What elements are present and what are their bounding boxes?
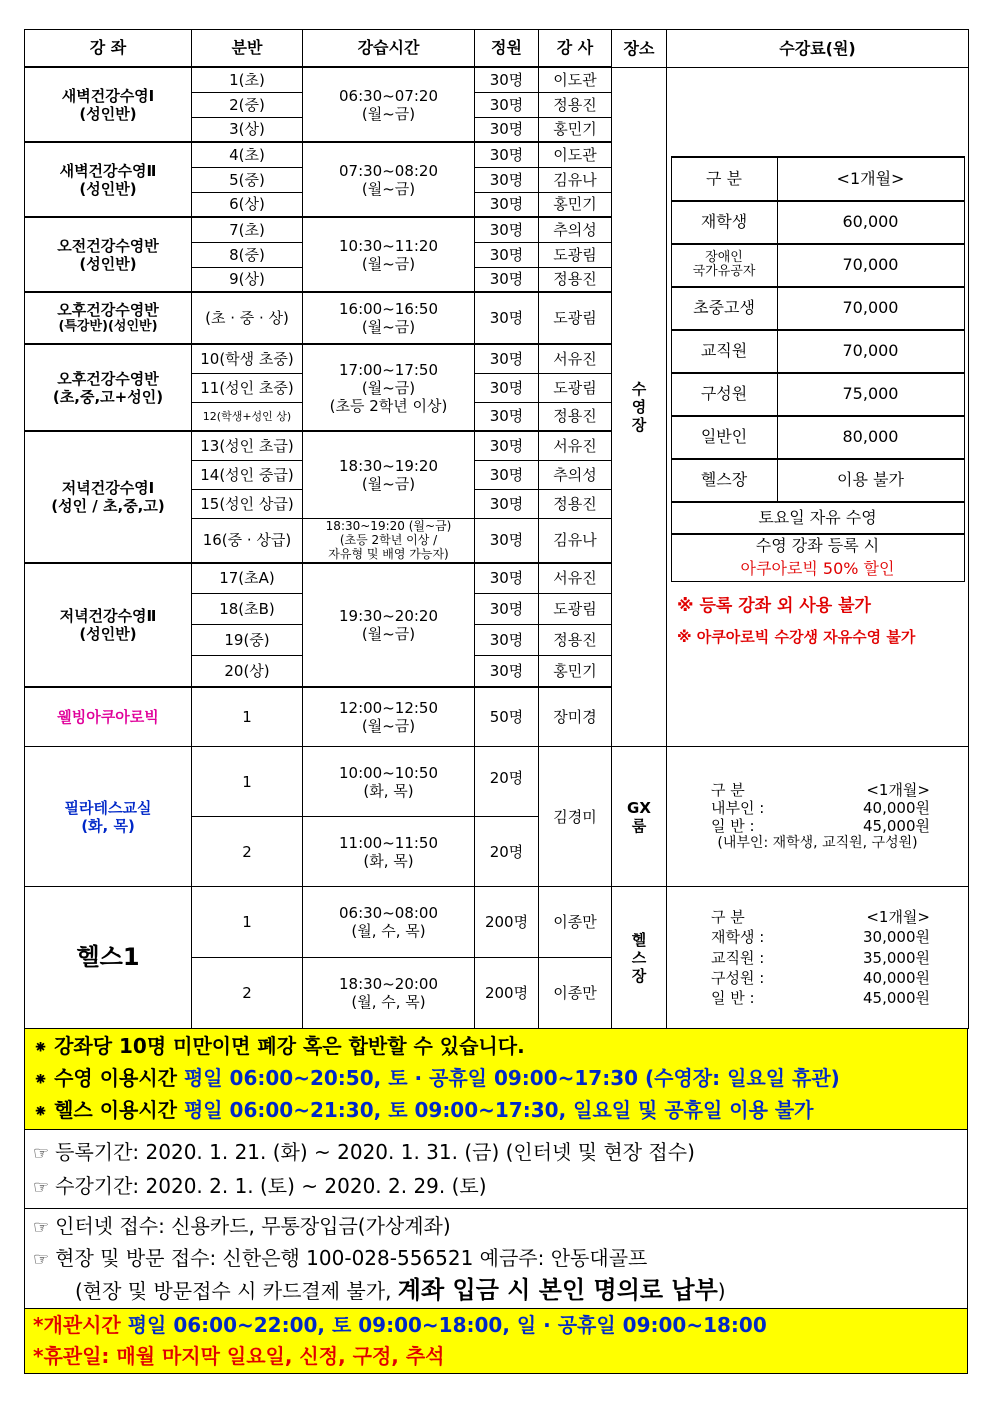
fee-label: 장애인 국가유공자 — [671, 244, 777, 287]
fee-value: 40,000원 — [863, 968, 930, 987]
course-cell — [25, 292, 192, 344]
pointing-hand-icon: ☞ — [33, 1177, 50, 1199]
days-text: (화, 목) — [363, 781, 414, 800]
capacity-cell: 30명 — [475, 67, 539, 92]
closed-days-line — [25, 1341, 967, 1372]
part-cell: 12(학생+성인 상) — [192, 402, 303, 431]
part-cell: 1 — [192, 747, 303, 817]
fee-value: 30,000원 — [863, 928, 930, 947]
open-hours: 평일 06:00~22:00, 토 09:00~18:00, 일 · 공휴일 09:00~18:00 — [127, 1313, 767, 1338]
pool-place-cell — [612, 67, 667, 747]
fee-row — [667, 948, 968, 968]
fee-value: 75,000 — [777, 373, 964, 416]
payment-note-emphasis: 계좌 입금 시 본인 명의로 납부 — [397, 1276, 718, 1305]
pointing-hand-icon: ☞ — [33, 1143, 50, 1165]
instructor-cell: 장미경 — [539, 687, 612, 747]
fee-row — [671, 416, 964, 459]
days-text: (월~금) — [361, 474, 416, 493]
instructor-cell: 이도관 — [539, 142, 612, 167]
course-cell — [25, 344, 192, 431]
star-icon: ⁕ — [33, 1037, 49, 1059]
fee-value: 이용 불가 — [777, 459, 964, 502]
course-sub: (성인반) — [79, 624, 137, 643]
notice-closed: (수영장: 일요일 휴관) — [645, 1066, 840, 1091]
payment-note — [25, 1275, 967, 1306]
time-note: (초등 2학년 이상 / — [339, 532, 438, 547]
fee-row — [667, 968, 968, 988]
instructor-cell: 이종만 — [539, 958, 612, 1029]
schedule-document — [24, 29, 968, 1374]
pool-fee-cell — [667, 67, 969, 747]
notice-label: 헬스 이용시간 — [54, 1098, 177, 1123]
fee-row — [671, 534, 964, 582]
place-cell — [612, 747, 667, 887]
warning-2: ※ 아쿠아로빅 수강생 자유수영 불가 — [677, 627, 916, 646]
time-text: 18:30~20:00 — [338, 975, 439, 994]
instructor-cell: 도광림 — [539, 292, 612, 344]
days-text: (월~금) — [361, 624, 416, 643]
course-sub: (초,중,고+성인) — [52, 387, 164, 406]
capacity-cell: 30명 — [475, 489, 539, 518]
instructor-cell: 정용진 — [539, 92, 612, 117]
time-cell — [303, 142, 475, 217]
fee-row — [667, 927, 968, 947]
notice-label: 수영 이용시간 — [54, 1066, 177, 1091]
table-row — [25, 67, 969, 92]
part-cell: 19(중) — [192, 625, 303, 656]
time-note: 자유형 및 배영 가능자) — [328, 547, 449, 562]
header-place: 장소 — [612, 30, 667, 68]
course-cell — [25, 67, 192, 142]
course-name: 오후건강수영반 — [57, 301, 159, 320]
fee-label: 구성원 — [671, 373, 777, 416]
pool-fee-table — [671, 156, 965, 582]
capacity-cell: 30명 — [475, 373, 539, 402]
payment-note-text: (현장 및 방문접수 시 카드결제 불가, — [75, 1279, 392, 1304]
instructor-cell: 도광림 — [539, 594, 612, 625]
place-char: 장 — [631, 966, 647, 985]
fee-value: 45,000원 — [863, 989, 930, 1008]
period-line — [25, 1170, 967, 1204]
time-cell — [303, 67, 475, 142]
star-icon: ⁕ — [33, 1069, 49, 1091]
capacity-cell: 30명 — [475, 292, 539, 344]
part-cell: 1 — [192, 887, 303, 958]
capacity-cell: 20명 — [475, 817, 539, 887]
capacity-cell: 30명 — [475, 242, 539, 267]
part-cell: 8(중) — [192, 242, 303, 267]
pilates-course-cell — [25, 747, 192, 887]
fee-label: 재학생 — [671, 201, 777, 244]
course-cell — [25, 431, 192, 563]
asterisk-icon: * — [33, 1313, 44, 1338]
course-name: 오후건강수영반 — [57, 369, 159, 388]
notice-line — [25, 1095, 967, 1127]
gym-section — [25, 887, 969, 1029]
fee-row — [671, 502, 964, 534]
time-text: 17:00~17:50 — [338, 360, 439, 379]
course-sub: (성인반) — [79, 254, 137, 273]
notice-yellow — [25, 1029, 967, 1129]
course-cell — [25, 687, 192, 747]
fee-head-label: 구 분 — [671, 157, 777, 201]
part-cell: 13(성인 초급) — [192, 431, 303, 460]
days-text: (월~금) — [361, 716, 416, 735]
days-text: (월~금) — [361, 104, 416, 123]
time-cell — [303, 817, 475, 887]
asterisk-icon: * — [33, 1344, 44, 1369]
instructor-cell: 홍민기 — [539, 192, 612, 217]
part-cell: 5(중) — [192, 167, 303, 192]
fee-value: 45,000원 — [863, 817, 930, 836]
schedule-table — [24, 29, 969, 1029]
instructor-cell: 서유진 — [539, 431, 612, 460]
part-cell: 2 — [192, 958, 303, 1029]
instructor-cell: 도광림 — [539, 242, 612, 267]
days-text: (월~금) — [361, 318, 416, 336]
capacity-cell: 200명 — [475, 958, 539, 1029]
fee-note: (내부인: 재학생, 교직원, 구성원) — [717, 835, 918, 852]
payment-note-close: ) — [717, 1279, 726, 1304]
pointing-hand-icon: ☞ — [33, 1217, 50, 1239]
course-name: 새벽건강수영Ⅱ — [59, 161, 157, 180]
fee-value: 70,000 — [777, 287, 964, 330]
instructor-cell: 정용진 — [539, 625, 612, 656]
fee-head-label: 구 분 — [711, 908, 745, 927]
payment-line — [25, 1211, 967, 1243]
fee-row — [667, 988, 968, 1008]
part-cell: 11(성인 초중) — [192, 373, 303, 402]
course-sub: (화, 목) — [81, 816, 135, 835]
place-char: 스 — [631, 948, 647, 967]
header-capacity: 정원 — [475, 30, 539, 68]
course-name: 필라테스교실 — [64, 798, 152, 817]
fee-label: 교직원 : — [711, 948, 765, 967]
instructor-cell: 홍민기 — [539, 656, 612, 687]
fee-row — [671, 330, 964, 373]
course-sub: (성인반) — [79, 104, 137, 123]
fee-head-period: <1개월> — [866, 781, 930, 800]
place-cell — [612, 887, 667, 1029]
course-name: 웰빙아쿠아로빅 — [57, 707, 159, 726]
place-char: 영 — [631, 397, 647, 416]
place-char: GX — [627, 798, 651, 817]
time-text: 06:30~08:00 — [338, 904, 439, 923]
saturday-note: 토요일 자유 수영 — [671, 502, 964, 534]
place-char: 헬 — [631, 930, 647, 949]
notice-line — [25, 1031, 967, 1063]
course-period: 수강기간: 2020. 2. 1. (토) ~ 2020. 2. 29. (토) — [55, 1174, 487, 1199]
course-name: 저녁건강수영Ⅰ — [61, 478, 155, 497]
pilates-section — [25, 747, 969, 887]
internet-payment: 인터넷 접수: 신용카드, 무통장입금(가상계좌) — [55, 1214, 451, 1239]
days-text: (월~금) — [361, 179, 416, 198]
notice-line — [25, 1063, 967, 1095]
fee-value: 80,000 — [777, 416, 964, 459]
time-note: (초등 2학년 이상) — [329, 396, 448, 415]
place-char: 룸 — [631, 816, 647, 835]
fee-label: 구성원 : — [711, 968, 765, 987]
fee-label: 초중고생 — [671, 287, 777, 330]
days-text: (월~금) — [361, 378, 416, 397]
fee-label: 재학생 : — [711, 928, 765, 947]
fee-label: 헬스장 — [671, 459, 777, 502]
capacity-cell: 20명 — [475, 747, 539, 817]
time-cell — [303, 887, 475, 958]
capacity-cell: 30명 — [475, 217, 539, 242]
capacity-cell: 30명 — [475, 431, 539, 460]
capacity-cell: 30명 — [475, 267, 539, 292]
instructor-cell: 추의성 — [539, 217, 612, 242]
time-text: 18:30~19:20 (월~금) — [325, 518, 452, 533]
time-text: 10:00~10:50 — [338, 763, 439, 782]
instructor-cell: 서유진 — [539, 563, 612, 594]
instructor-cell: 서유진 — [539, 344, 612, 373]
instructor-cell: 김유나 — [539, 518, 612, 563]
time-text: 07:30~08:20 — [338, 161, 439, 180]
time-cell — [303, 687, 475, 747]
period-section — [25, 1129, 967, 1208]
fee-label: 일반인 — [671, 416, 777, 459]
header-course: 강 좌 — [25, 30, 192, 68]
days-text: (화, 목) — [363, 851, 414, 870]
time-cell — [303, 563, 475, 687]
time-text: 06:30~07:20 — [338, 86, 439, 105]
fee-label: 일 반 : — [711, 989, 755, 1008]
notice-hours: 평일 06:00~21:30, 토 09:00~17:30, 일요일 및 공휴일 이용 불가 — [183, 1098, 814, 1123]
header-time: 강습시간 — [303, 30, 475, 68]
course-name: 오전건강수영반 — [57, 236, 159, 255]
days-text: (월~금) — [361, 254, 416, 273]
time-text: 16:00~16:50 — [338, 300, 439, 318]
notice-hours: 평일 06:00~20:50, 토 · 공휴일 09:00~17:30 — [183, 1066, 639, 1091]
part-cell: 6(상) — [192, 192, 303, 217]
fee-value: 60,000 — [777, 201, 964, 244]
fee-head-period: <1개월> — [777, 157, 964, 201]
course-name: 저녁건강수영Ⅱ — [59, 606, 157, 625]
fee-head-label: 구 분 — [711, 781, 745, 800]
place-char: 수 — [631, 379, 647, 398]
part-cell: 17(초A) — [192, 563, 303, 594]
time-cell — [303, 217, 475, 292]
days-text: (월, 수, 목) — [351, 922, 426, 941]
onsite-payment: 현장 및 방문 접수: 신한은행 100-028-556521 예금주: 안동대골프 — [55, 1246, 648, 1271]
time-cell — [303, 958, 475, 1029]
part-cell: 9(상) — [192, 267, 303, 292]
fee-head-row — [671, 157, 964, 201]
header-fee: 수강료(원) — [667, 30, 969, 68]
discount-text: 수영 강좌 등록 시 — [755, 536, 880, 556]
part-cell: 20(상) — [192, 656, 303, 687]
fee-value: 70,000 — [777, 244, 964, 287]
part-cell: 2(중) — [192, 92, 303, 117]
capacity-cell: 30명 — [475, 402, 539, 431]
part-cell: 16(중 · 상급) — [192, 518, 303, 563]
course-sub: (특강반)(성인반) — [58, 319, 158, 335]
part-cell: 1(초) — [192, 67, 303, 92]
pointing-hand-icon: ☞ — [33, 1249, 50, 1271]
capacity-cell: 50명 — [475, 687, 539, 747]
days-text: (월, 수, 목) — [351, 993, 426, 1012]
part-cell: 1 — [192, 687, 303, 747]
capacity-cell: 30명 — [475, 92, 539, 117]
instructor-cell: 이도관 — [539, 67, 612, 92]
time-text: 12:00~12:50 — [338, 698, 439, 717]
table-header — [25, 30, 969, 68]
gym-course-cell: 헬스1 — [25, 887, 192, 1029]
open-label: 개관시간 — [43, 1313, 121, 1338]
course-sub: (성인반) — [79, 179, 137, 198]
part-cell: 2 — [192, 817, 303, 887]
place-char: 장 — [631, 415, 647, 434]
fee-row — [671, 201, 964, 244]
closed-days: 휴관일: 매월 마지막 일요일, 신정, 구정, 추석 — [43, 1344, 445, 1369]
course-name: 새벽건강수영Ⅰ — [61, 86, 155, 105]
fee-row — [671, 244, 964, 287]
instructor-cell: 추의성 — [539, 460, 612, 489]
capacity-cell: 30명 — [475, 167, 539, 192]
fee-head-period: <1개월> — [866, 908, 930, 927]
fee-row — [671, 459, 964, 502]
time-cell — [303, 344, 475, 431]
hours-section — [25, 1308, 967, 1373]
instructor-cell: 김경미 — [539, 747, 612, 887]
header-instructor: 강 사 — [539, 30, 612, 68]
fee-value: 35,000원 — [863, 948, 930, 967]
part-cell: 7(초) — [192, 217, 303, 242]
fee-row — [671, 287, 964, 330]
fee-head — [667, 781, 968, 799]
part-cell: 10(학생 초중) — [192, 344, 303, 373]
payment-line — [25, 1243, 967, 1275]
capacity-cell: 30명 — [475, 142, 539, 167]
time-cell — [303, 431, 475, 518]
fee-row — [667, 817, 968, 835]
part-cell: 18(초B) — [192, 594, 303, 625]
fee-row — [667, 799, 968, 817]
instructor-cell: 도광림 — [539, 373, 612, 402]
time-cell — [303, 518, 475, 563]
time-text: 18:30~19:20 — [338, 456, 439, 475]
warning-1: ※ 등록 강좌 외 사용 불가 — [677, 595, 871, 616]
time-text: 19:30~20:20 — [338, 606, 439, 625]
time-cell — [303, 747, 475, 817]
part-cell: 3(상) — [192, 117, 303, 142]
discount-note — [671, 534, 964, 582]
capacity-cell: 30명 — [475, 192, 539, 217]
pilates-fee-cell — [667, 747, 969, 887]
fee-label: 내부인 : — [711, 799, 765, 818]
capacity-cell: 30명 — [475, 344, 539, 373]
course-cell — [25, 217, 192, 292]
payment-section — [25, 1208, 967, 1308]
course-sub: (성인 / 초,중,고) — [51, 496, 165, 515]
capacity-cell: 30명 — [475, 656, 539, 687]
capacity-cell: 30명 — [475, 625, 539, 656]
time-text: 10:30~11:20 — [338, 236, 439, 255]
pool-section — [25, 67, 969, 747]
discount-highlight: 아쿠아로빅 50% 할인 — [740, 558, 895, 578]
registration-period: 등록기간: 2020. 1. 21. (화) ~ 2020. 1. 31. (금) (인터넷 및 현장 접수) — [55, 1140, 695, 1165]
notice-text: 강좌당 10명 미만이면 폐강 혹은 합반할 수 있습니다. — [54, 1034, 525, 1059]
instructor-cell: 홍민기 — [539, 117, 612, 142]
table-row — [25, 887, 969, 958]
part-cell: 14(성인 중급) — [192, 460, 303, 489]
gym-fee-cell — [667, 887, 969, 1029]
time-text: 11:00~11:50 — [338, 833, 439, 852]
course-cell — [25, 142, 192, 217]
part-cell: 15(성인 상급) — [192, 489, 303, 518]
time-cell — [303, 292, 475, 344]
capacity-cell: 30명 — [475, 518, 539, 563]
header-part: 분반 — [192, 30, 303, 68]
star-icon: ⁕ — [33, 1101, 49, 1123]
course-cell — [25, 563, 192, 687]
capacity-cell: 30명 — [475, 563, 539, 594]
fee-value: 70,000 — [777, 330, 964, 373]
capacity-cell: 30명 — [475, 594, 539, 625]
capacity-cell: 30명 — [475, 117, 539, 142]
notes-box — [24, 1029, 968, 1374]
fee-head — [667, 907, 968, 927]
period-line — [25, 1136, 967, 1170]
part-cell: 4(초) — [192, 142, 303, 167]
capacity-cell: 200명 — [475, 887, 539, 958]
instructor-cell: 정용진 — [539, 267, 612, 292]
fee-row — [671, 373, 964, 416]
fee-label: 교직원 — [671, 330, 777, 373]
open-hours-line — [25, 1310, 967, 1341]
table-row — [25, 747, 969, 817]
part-cell: (초 · 중 · 상) — [192, 292, 303, 344]
instructor-cell: 이종만 — [539, 887, 612, 958]
capacity-cell: 30명 — [475, 460, 539, 489]
instructor-cell: 정용진 — [539, 402, 612, 431]
fee-label: 일 반 : — [711, 817, 755, 836]
fee-value: 40,000원 — [863, 799, 930, 818]
instructor-cell: 정용진 — [539, 489, 612, 518]
instructor-cell: 김유나 — [539, 167, 612, 192]
